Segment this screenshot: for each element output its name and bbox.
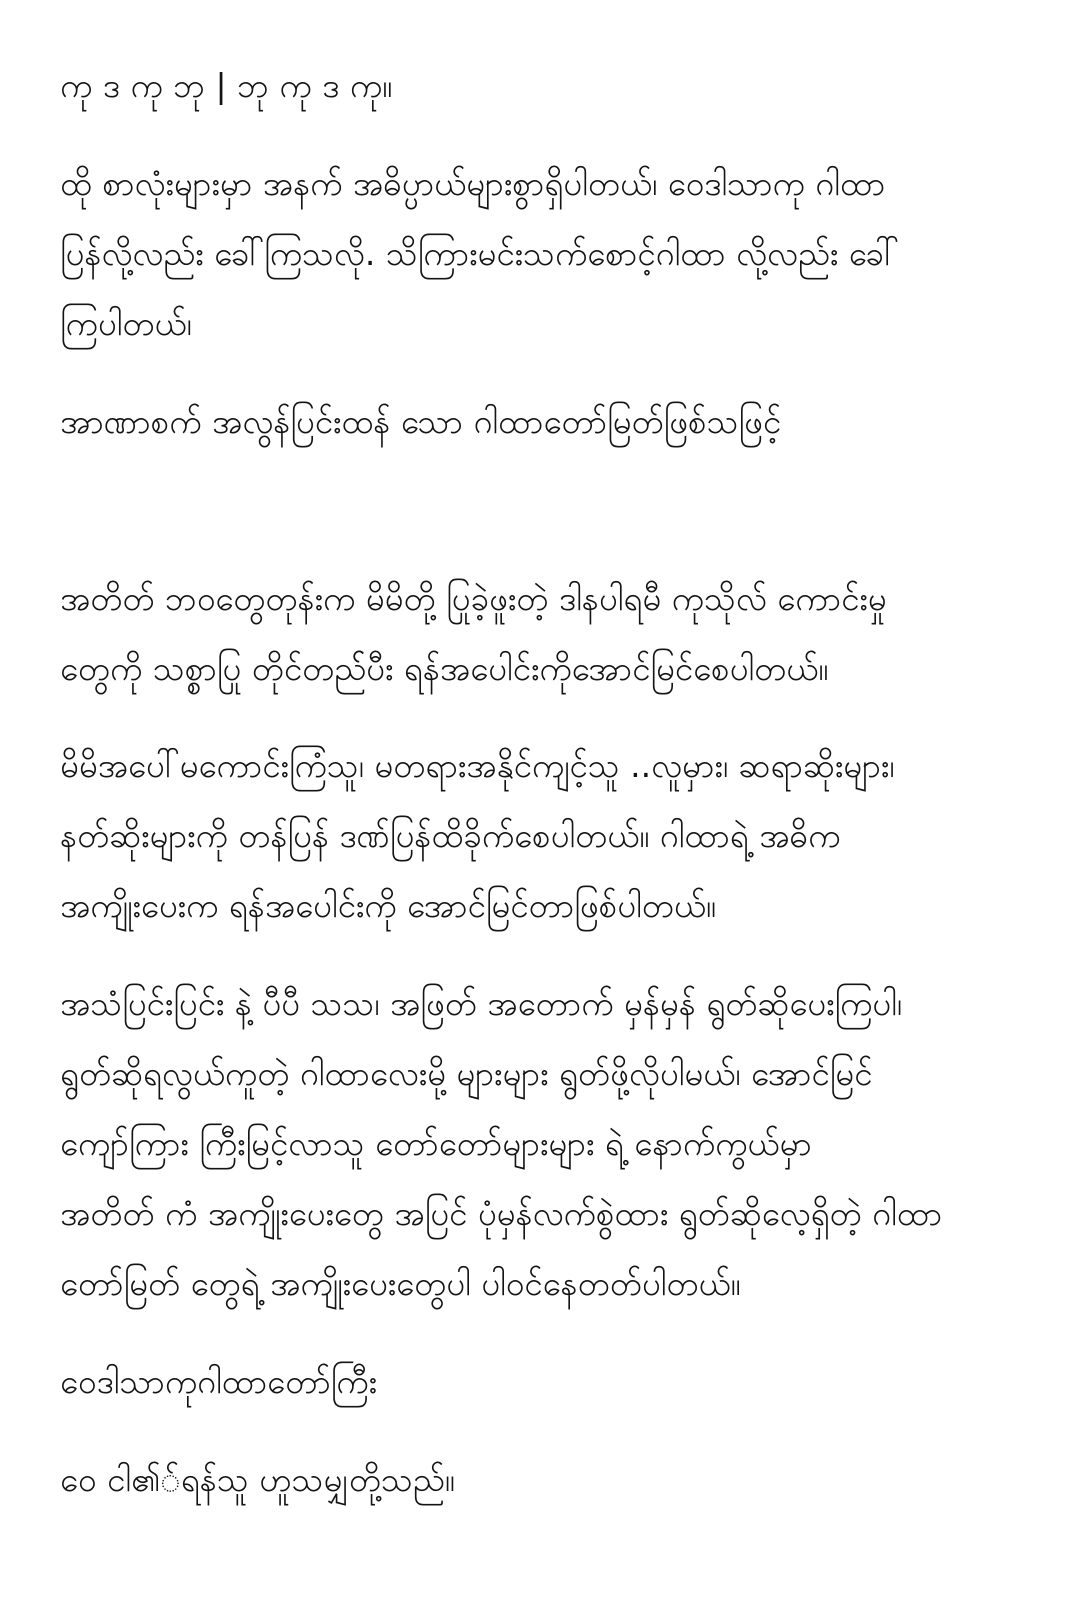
text-line: အသံပြင်းပြင်း နဲ့ ပီပီ သသ၊ အဖြတ် အတောက် မှန်မှန် ရွတ်ဆိုပေးကြပါ၊ <box>60 984 903 1023</box>
text-line: ရွတ်ဆိုရလွယ်ကူတဲ့ ဂါထာလေးမို့ များများ ရွတ်ဖို့လိုပါမယ်၊ အောင်မြင် <box>60 1054 873 1093</box>
text-line: အတိတ် ဘဝတွေတုန်းက မိမိတို့ ပြုခဲ့ဖူးတဲ့ ဒါနပါရမီ ကုသိုလ် ကောင်းမှု <box>60 579 887 618</box>
text-line: ထို စာလုံးများမှာ အနက် အဓိပ္ပာယ်များစွာရှိပါတယ်၊ ဝေဒါသာကု ဂါထာ <box>60 164 886 203</box>
text-line: မိမိအပေါ်မကောင်းကြံသူ၊ မတရားအနိုင်ကျင့်သူ ..လူမှား၊ ဆရာဆိုးများ၊ <box>60 746 895 785</box>
text-line: အာဏာစက် အလွန်ပြင်းထန် သော ဂါထာတော်မြတ်ဖြစ်သဖြင့် <box>60 402 782 441</box>
text-line: ပြန်လို့လည်း ခေါ်ကြသလို. သိကြားမင်းသက်စောင့်ဂါထာ လို့လည်း ခေါ် <box>60 234 899 273</box>
text-line: ကြပါတယ်၊ <box>60 304 192 343</box>
text-line: တော်မြတ် တွေရဲ့ အကျိုးပေးတွေပါ ပါဝင်နေတတ်ပါတယ်။ <box>60 1264 741 1303</box>
text-line: အတိတ် ကံ အကျိုးပေးတွေ အပြင် ပုံမှန်လက်စွဲထား ရွတ်ဆိုလေ့ရှိတဲ့ ဂါထာ <box>60 1194 943 1233</box>
text-line: တွေကို သစ္စာပြု တိုင်တည််ပီး ရန်အပေါင်းကိုအောင်မြင်စေပါတယ်။ <box>60 649 829 688</box>
text-line: နတ်ဆိုးများကို တန်ပြန် ဒဏ်ပြန်ထိခိုက်စေပါတယ်။ ဂါထာရဲ့ အဓိက <box>60 816 841 855</box>
text-line: ကျော်ကြား ကြီးမြင့်လာသူ တော်တော်များများ ရဲ့ နောက်ကွယ်မှာ <box>60 1124 812 1163</box>
text-line: အကျိုးပေးက ရန်အပေါင်းကို အောင်မြင်တာဖြစ်ပါတယ်။ <box>60 886 716 925</box>
text-line: ဝေဒါသာကုဂါထာတော်ကြီး <box>60 1362 377 1401</box>
text-line: ဝေ ငါ၏်ရန်သူ ဟူသမျှတို့သည်။ <box>60 1460 455 1499</box>
text-line: ကု ဒ ကု ဘု | ဘု ကု ဒ ကု။ <box>60 66 393 105</box>
